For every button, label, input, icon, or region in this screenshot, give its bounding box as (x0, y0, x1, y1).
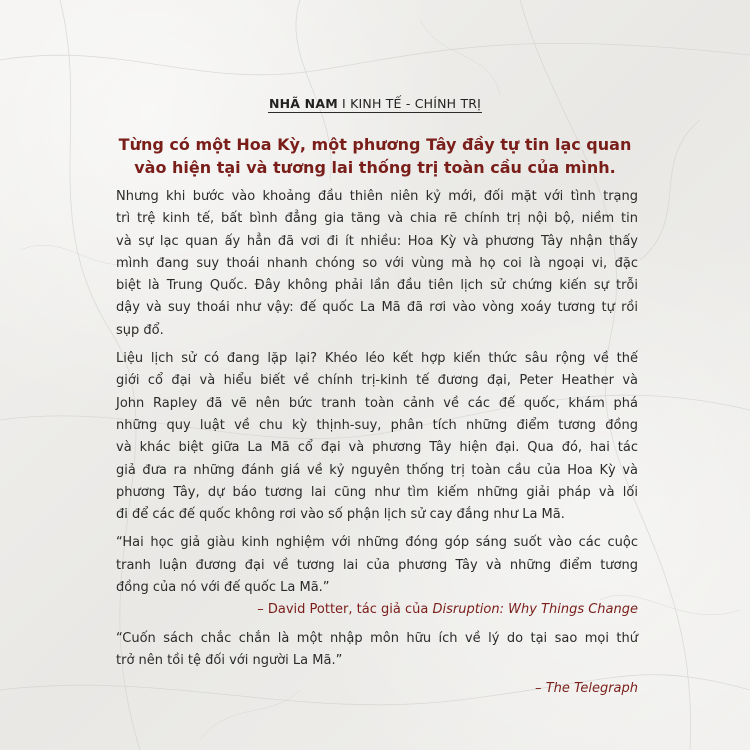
quote-line: “Hai học giả giàu kinh nghiệm với những đóng góp sáng suốt vào các cuộc (116, 535, 638, 551)
quote-line: “Cuốn sách chắc chắn là một nhập môn hữu ích về lý do tại sao mọi thứ (116, 630, 638, 646)
text-line: những quy luật về chu kỳ thịnh-suy, phân tích những điểm tương đồng (116, 417, 638, 433)
publisher-brand: NHÃ NAM (268, 96, 338, 111)
quote-line: đồng của nó với đế quốc La Mã.” (116, 580, 330, 596)
quote-attribution (116, 599, 638, 621)
text-line: giới cổ đại và hiểu biết về chính trị-kinh tế đương đại, Peter Heather và (116, 373, 638, 389)
review-quote (116, 532, 638, 599)
quote-attribution (116, 678, 638, 700)
quote-line: trở nên tồi tệ đối với người La Mã.” (116, 652, 343, 668)
text-line: Liệu lịch sử có đang lặp lại? Khéo léo kết hợp kiến thức sâu rộng về thế (116, 351, 638, 367)
quote-line: tranh luận đương đại về tương lai của phương Tây và những điểm tương (116, 557, 638, 573)
header-category: KINH TẾ - CHÍNH TRỊ (350, 96, 482, 111)
text-line: đi để các đế quốc không rơi vào số phận lịch sử cay đắng như La Mã. (116, 507, 565, 523)
publisher-header (0, 93, 750, 113)
text-line: phương Tây, dự báo tương lai cũng như tìm kiếm những giải pháp và lối (116, 484, 638, 500)
tagline (100, 133, 650, 179)
publisher-header-label (268, 96, 482, 113)
text-line: và sự lạc quan ấy hẳn đã vơi đi ít nhiều: Hoa Kỳ và phương Tây nhận thấy (116, 233, 638, 249)
header-separator: I (337, 96, 351, 111)
attribution-work: Disruption: Why Things Change (432, 602, 638, 618)
attribution-work: The Telegraph (545, 681, 638, 697)
tagline-line: Từng có một Hoa Kỳ, một phương Tây đầy tự tin lạc quan (118, 135, 632, 154)
text-line: và khác biệt giữa La Mã cổ đại và phương Tây hiện đại. Qua đó, hai tác (116, 440, 638, 456)
review-quote (116, 628, 638, 673)
text-line: John Rapley đã vẽ nên bức tranh toàn cảnh về các đế quốc, khám phá (116, 395, 638, 411)
attribution-author: – David Potter, tác giả của (257, 602, 433, 618)
text-line: biệt là Trung Quốc. Đây không phải lần đầu tiên lịch sử chứng kiến sự trỗi (116, 278, 638, 294)
text-line: dậy và suy thoái như vậy: đế quốc La Mã đã rơi vào vòng xoáy tương tự rồi (116, 300, 638, 316)
attribution-author: – (535, 681, 546, 697)
text-line: trì trệ kinh tế, bất bình đẳng gia tăng và chia rẽ chính trị nội bộ, niềm tin (116, 211, 638, 227)
text-line: Nhưng khi bước vào khoảng đầu thiên niên kỷ mới, đối mặt với tình trạng (116, 189, 638, 204)
blurb-body (116, 186, 638, 707)
paragraph (116, 348, 638, 526)
text-line: mình đang suy thoái nhanh chóng so với vùng mà họ coi là ngoại vi, đặc (116, 255, 638, 271)
paragraph (116, 186, 638, 342)
text-line: sụp đổ. (116, 322, 164, 338)
tagline-line: vào hiện tại và tương lai thống trị toàn cầu của mình. (134, 158, 616, 177)
text-line: giả đưa ra những đánh giá về kỷ nguyên thống trị toàn cầu của Hoa Kỳ và (116, 462, 638, 478)
